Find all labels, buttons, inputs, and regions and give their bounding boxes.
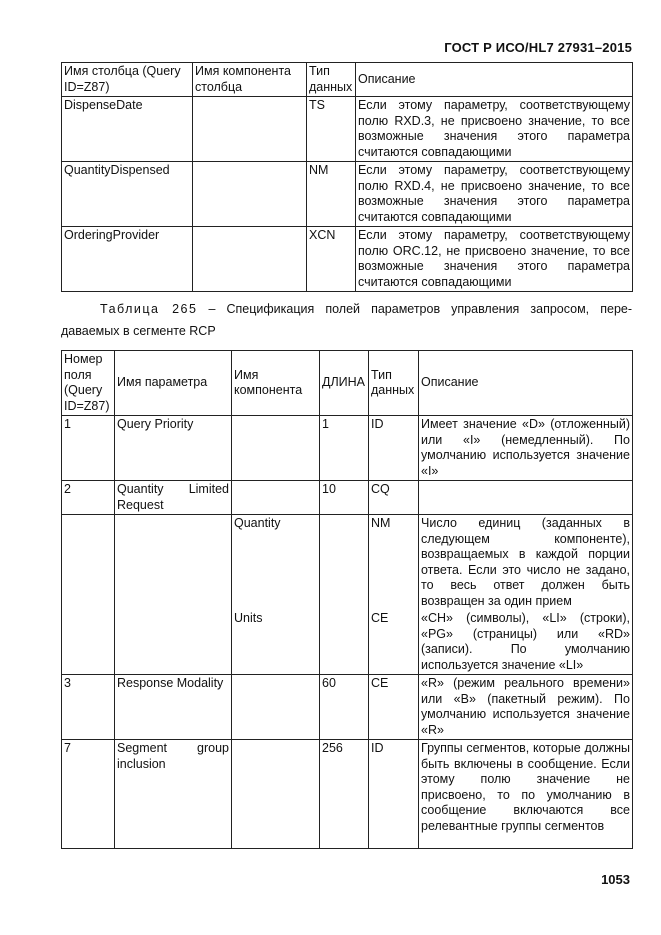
cell-number [62, 610, 115, 675]
cell-component [193, 227, 307, 292]
table-row [62, 515, 633, 611]
cell-number: 1 [62, 416, 115, 481]
cell-component [232, 481, 320, 515]
cell-type: CE [369, 610, 419, 675]
table-row [62, 416, 633, 481]
cell-type: ID [369, 416, 419, 481]
table-row [62, 481, 633, 515]
cell-length: 60 [320, 675, 369, 740]
column-header: ДЛИНА [320, 351, 369, 416]
cell-type: NM [307, 162, 356, 227]
table-row [62, 162, 633, 227]
table-header-row [62, 351, 633, 416]
caption-text-continued: даваемых в сегменте RCP [61, 324, 216, 338]
cell-length: 1 [320, 416, 369, 481]
rcp-parameters-table [61, 350, 633, 849]
column-header: Описание [419, 351, 633, 416]
caption-label: Таблица 265 [100, 302, 198, 316]
cell-component [232, 740, 320, 849]
cell-description: Если этому параметру, соответствующему полю RXD.3, не присвоено значение, то все возможные значения этого параметра считаются совпадающими [356, 97, 633, 162]
cell-type: ID [369, 740, 419, 849]
cell-component: Quantity [232, 515, 320, 611]
cell-number: 2 [62, 481, 115, 515]
cell-name: DispenseDate [62, 97, 193, 162]
cell-parameter-name: Segment group inclusion [115, 740, 232, 849]
cell-length: 256 [320, 740, 369, 849]
cell-component [193, 97, 307, 162]
cell-length [320, 610, 369, 675]
cell-description: Группы сегментов, которые должны быть включены в сообщение. Если этому полю значение не присвоено, то по умолчанию в сообщение включаются все релевантные группы сегментов [419, 740, 633, 849]
column-header: Имя компонента столбца [193, 63, 307, 97]
cell-type: TS [307, 97, 356, 162]
cell-description: «CH» (символы), «LI» (строки), «PG» (страницы) или «RD» (записи). По умолчанию используется значение «LI» [419, 610, 633, 675]
column-header: Описание [356, 63, 633, 97]
column-header: Имя столбца (Query ID=Z87) [62, 63, 193, 97]
cell-name: OrderingProvider [62, 227, 193, 292]
cell-component [232, 416, 320, 481]
cell-parameter-name [115, 515, 232, 611]
document-header: ГОСТ Р ИСО/HL7 27931–2015 [444, 40, 632, 55]
cell-component [232, 675, 320, 740]
cell-parameter-name: Response Modality [115, 675, 232, 740]
cell-number: 3 [62, 675, 115, 740]
cell-description: «R» (режим реального времени» или «B» (пакетный режим). По умолчанию используется значение «R» [419, 675, 633, 740]
cell-parameter-name: Query Priority [115, 416, 232, 481]
column-header: Имя параметра [115, 351, 232, 416]
cell-number [62, 515, 115, 611]
cell-description [419, 481, 633, 515]
table-row [62, 610, 633, 675]
cell-number: 7 [62, 740, 115, 849]
cell-component [193, 162, 307, 227]
cell-type: CQ [369, 481, 419, 515]
cell-type: NM [369, 515, 419, 611]
table-row [62, 227, 633, 292]
cell-description: Имеет значение «D» (отложенный) или «I» (немедленный). По умолчанию используется значение «I» [419, 416, 633, 481]
columns-table [61, 62, 633, 292]
table-header-row [62, 63, 633, 97]
column-header: Тип данных [369, 351, 419, 416]
cell-component: Units [232, 610, 320, 675]
cell-parameter-name [115, 610, 232, 675]
cell-length [320, 515, 369, 611]
column-header: Имя компонента [232, 351, 320, 416]
cell-name: QuantityDispensed [62, 162, 193, 227]
table-row [62, 675, 633, 740]
cell-length: 10 [320, 481, 369, 515]
cell-type: XCN [307, 227, 356, 292]
cell-description: Число единиц (заданных в следующем компоненте), возвращаемых в каждой порции ответа. Если это число не задано, то весь ответ должен быть возвращен за один прием [419, 515, 633, 611]
table-row [62, 740, 633, 849]
column-header: Тип данных [307, 63, 356, 97]
column-header: Номер поля (Query ID=Z87) [62, 351, 115, 416]
page-number: 1053 [601, 872, 630, 887]
table-caption [61, 298, 632, 342]
table-row [62, 97, 633, 162]
cell-description: Если этому параметру, соответствующему полю RXD.4, не присвоено значение, то все возможные значения этого параметра считаются совпадающими [356, 162, 633, 227]
cell-type: CE [369, 675, 419, 740]
caption-text: – Спецификация полей параметров управления запросом, пере- [197, 302, 633, 316]
cell-parameter-name: Quantity Limited Request [115, 481, 232, 515]
cell-description: Если этому параметру, соответствующему полю ORC.12, не присвоено значение, то все возможные значения этого параметра считаются совпадающими [356, 227, 633, 292]
